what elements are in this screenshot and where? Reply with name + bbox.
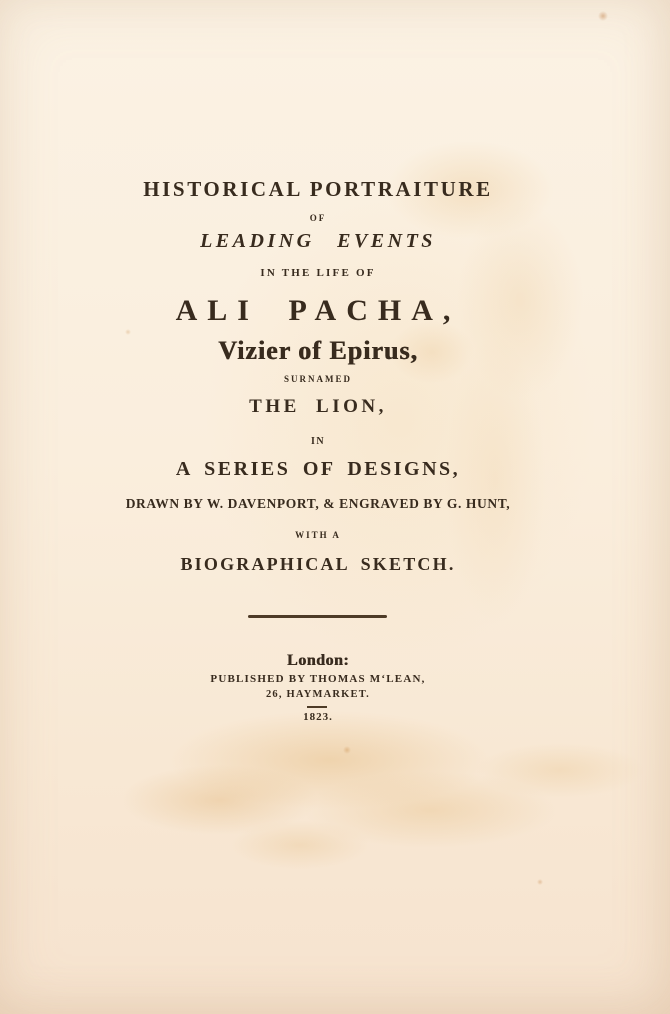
phrase-in-the-life-of: IN THE LIFE OF [260, 267, 376, 279]
line-a-series-of-designs: A SERIES OF DESIGNS, [175, 458, 461, 480]
imprint-publisher: PUBLISHED BY THOMAS M‘LEAN, [210, 673, 426, 685]
word-with-a: WITH A [295, 530, 341, 540]
word-in: IN [310, 436, 326, 447]
short-rule-divider [307, 706, 327, 708]
subject-name-ali-pacha: ALI PACHA, [175, 294, 461, 327]
horizontal-rule-divider [248, 615, 387, 618]
epithet-the-lion: THE LION, [249, 396, 387, 417]
line-biographical-sketch: BIOGRAPHICAL SKETCH. [180, 554, 456, 574]
title-leading-events: LEADING EVENTS [200, 230, 436, 252]
imprint-year: 1823. [303, 711, 333, 723]
imprint-city-london: London: [286, 652, 350, 669]
title-historical-portraiture: HISTORICAL PORTRAITURE [143, 177, 493, 201]
word-surnamed: SURNAMED [283, 374, 352, 384]
credits-line: DRAWN BY W. DAVENPORT, & ENGRAVED BY G. HUNT, [125, 496, 511, 511]
word-of: OF [309, 213, 327, 223]
subject-style-vizier-of-epirus: Vizier of Epirus, [218, 336, 418, 365]
imprint-address: 26, HAYMARKET. [265, 689, 370, 700]
